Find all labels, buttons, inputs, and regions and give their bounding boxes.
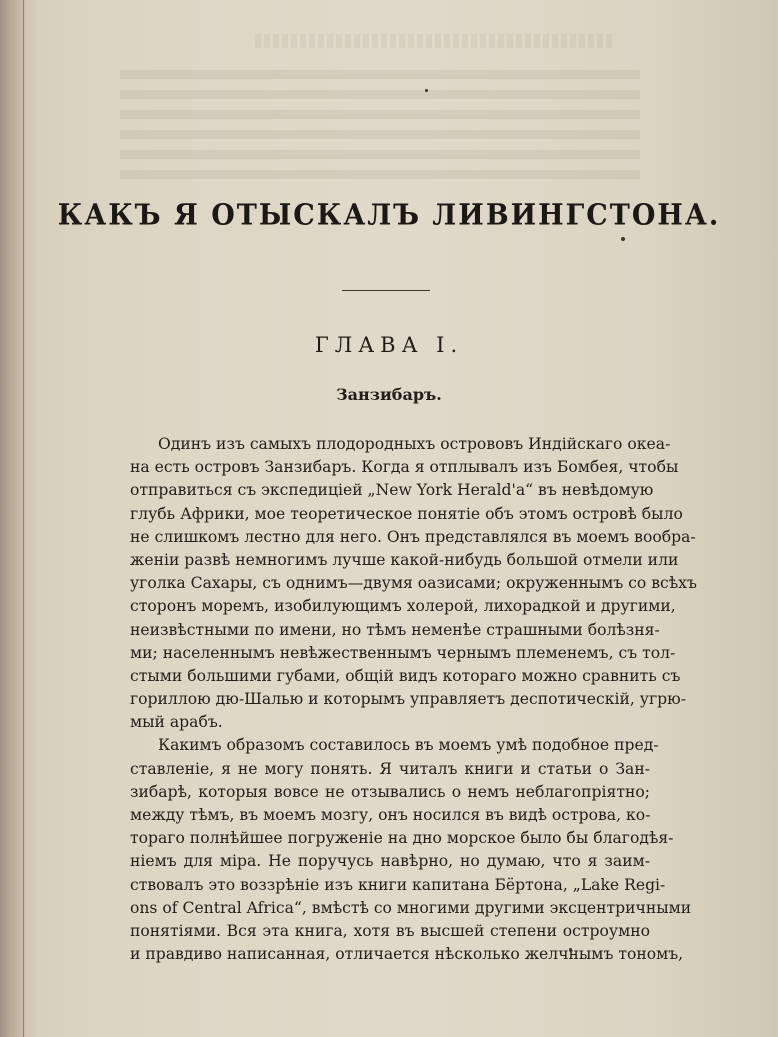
text-line: уголка Сахары, съ однимъ—двумя оазисами; окруженнымъ со всѣхъ xyxy=(130,574,697,593)
text-line: неизвѣстными по имени, но тѣмъ неменѣе страшными болѣзня- xyxy=(130,620,660,639)
text-line: ons of Central Africa“, вмѣстѣ со многими другими эксцентричными xyxy=(130,898,692,917)
text-line: стыми большими губами, общій видъ котораго можно сравнить съ xyxy=(130,666,681,685)
text-line: ствовалъ это воззрѣніе изъ книги капитана Бёртона, „Lake Regi- xyxy=(130,875,666,894)
ink-spot xyxy=(425,89,428,92)
text-line: ніемъ для міра. Не поручусь навѣрно, но думаю, что я заим- xyxy=(130,852,650,871)
text-line: гориллою дю-Шалью и которымъ управляетъ деспотическій, угрю- xyxy=(130,690,686,709)
text-line: между тѣмъ, въ моемъ мозгу, онъ носился въ видѣ острова, ко- xyxy=(130,806,651,824)
text-line: тораго полнѣйшее погруженіе на дно морское было бы благодѣя- xyxy=(130,829,674,848)
text-line: отправиться съ экспедиціей „New York Herald'a“ въ невѣдомую xyxy=(130,481,654,500)
text-line: понятіями. Вся эта книга, хотя въ высшей степени остроумно xyxy=(130,921,650,940)
show-through-header xyxy=(255,34,615,48)
text-line: мый арабъ. xyxy=(130,713,223,732)
paragraph-1 xyxy=(130,433,697,734)
page-gutter-edge xyxy=(0,0,26,1037)
paragraph-2 xyxy=(130,734,692,966)
text-line: на есть островъ Занзибаръ. Когда я отплывалъ изъ Бомбея, чтобы xyxy=(130,458,679,477)
text-line: глубь Африки, мое теоретическое понятіе объ этомъ островѣ было xyxy=(130,504,683,523)
text-line: зибарѣ, которыя вовсе не отзывались о немъ неблагопріятно; xyxy=(130,782,650,801)
text-line: Какимъ образомъ составилось въ моемъ умѣ подобное пред- xyxy=(158,736,659,755)
section-heading: Занзибаръ. xyxy=(336,385,442,404)
ink-spot xyxy=(621,237,625,241)
show-through-text xyxy=(120,70,640,180)
title-divider xyxy=(342,290,430,291)
text-line: ставленіе, я не могу понять. Я читалъ книги и статьи о Зан- xyxy=(130,759,650,778)
text-line: не слишкомъ лестно для него. Онъ представлялся въ моемъ вообра- xyxy=(130,527,696,546)
text-line: и правдиво написанная, отличается нѣсколько желчнымъ тономъ, xyxy=(130,945,684,964)
body-text xyxy=(130,433,697,966)
chapter-heading: ГЛАВА I. xyxy=(314,333,464,357)
text-line: Одинъ изъ самыхъ плодородныхъ острововъ Индійскаго океа- xyxy=(158,435,671,453)
book-title: КАКЪ Я ОТЫСКАЛЪ ЛИВИНГСТОНА. xyxy=(57,198,721,233)
text-line: женіи развѣ немногимъ лучше какой-нибудь большой отмели или xyxy=(130,550,679,569)
text-line: ми; населеннымъ невѣжественнымъ чернымъ племенемъ, съ тол- xyxy=(130,643,676,662)
text-line: сторонъ моремъ, изобилующимъ холерой, лихорадкой и другими, xyxy=(130,597,676,616)
